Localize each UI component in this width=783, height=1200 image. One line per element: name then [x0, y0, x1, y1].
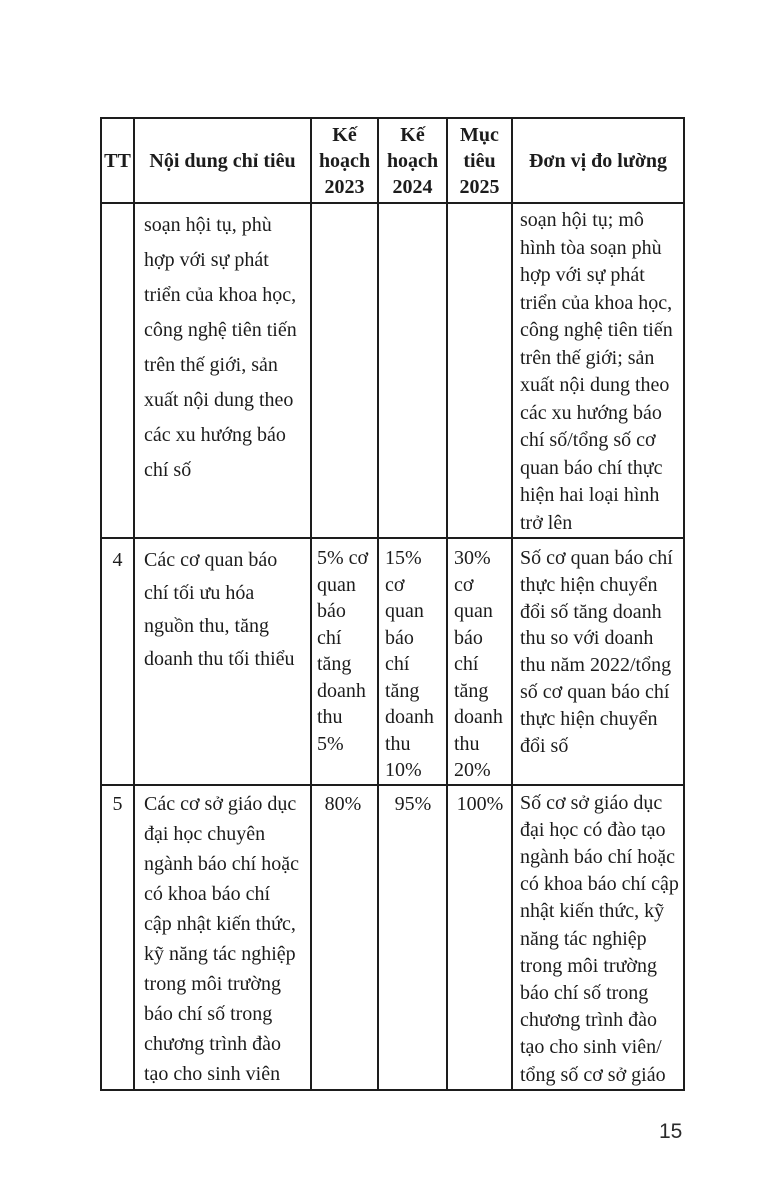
header-cell-target-2025: Mục tiêu 2025 — [447, 118, 512, 203]
cell-tt: 4 — [101, 538, 134, 785]
cell-target-2025: 30% cơ quan báo chí tăng doanh thu 20% — [447, 538, 512, 785]
cell-content: Các cơ sở giáo dục đại học chuyên ngành báo chí hoặc có khoa báo chí cập nhật kiến thức, kỹ năng tác nghiệp trong môi trường báo chí số trong chương trình đào tạo cho sinh viên — [134, 785, 311, 1090]
table-row — [101, 785, 684, 1090]
cell-target-2025: 100% — [447, 785, 512, 1090]
cell-plan-2024 — [378, 203, 447, 538]
header-cell-tt: TT — [101, 118, 134, 203]
header-cell-content: Nội dung chỉ tiêu — [134, 118, 311, 203]
cell-plan-2024: 15% cơ quan báo chí tăng doanh thu 10% — [378, 538, 447, 785]
table-row — [101, 538, 684, 785]
header-cell-plan-2023: Kế hoạch 2023 — [311, 118, 378, 203]
cell-content: Các cơ quan báo chí tối ưu hóa nguồn thu, tăng doanh thu tối thiểu — [134, 538, 311, 785]
cell-content: soạn hội tụ, phù hợp với sự phát triển của khoa học, công nghệ tiên tiến trên thế giới, sản xuất nội dung theo các xu hướng báo chí số — [134, 203, 311, 538]
page-number: 15 — [659, 1120, 683, 1143]
cell-unit: soạn hội tụ; mô hình tòa soạn phù hợp với sự phát triển của khoa học, công nghệ tiên tiến trên thế giới; sản xuất nội dung theo các xu hướng báo chí số/tổng số cơ quan báo chí thực hiện hai loại hình trở lên — [512, 203, 684, 538]
table-header-row — [101, 118, 684, 203]
header-cell-plan-2024: Kế hoạch 2024 — [378, 118, 447, 203]
cell-plan-2023 — [311, 203, 378, 538]
targets-table — [100, 117, 685, 1091]
cell-target-2025 — [447, 203, 512, 538]
cell-plan-2024: 95% — [378, 785, 447, 1090]
header-cell-unit: Đơn vị đo lường — [512, 118, 684, 203]
cell-unit: Số cơ quan báo chí thực hiện chuyển đổi số tăng doanh thu so với doanh thu năm 2022/tổng số cơ quan báo chí thực hiện chuyển đổi số — [512, 538, 684, 785]
table-row — [101, 203, 684, 538]
cell-tt — [101, 203, 134, 538]
cell-plan-2023: 80% — [311, 785, 378, 1090]
cell-plan-2023: 5% cơ quan báo chí tăng doanh thu 5% — [311, 538, 378, 785]
cell-unit: Số cơ sở giáo dục đại học có đào tạo ngành báo chí hoặc có khoa báo chí cập nhật kiến thức, kỹ năng tác nghiệp trong môi trường báo chí số trong chương trình đào tạo cho sinh viên/ tổng số cơ sở giáo — [512, 785, 684, 1090]
cell-tt: 5 — [101, 785, 134, 1090]
